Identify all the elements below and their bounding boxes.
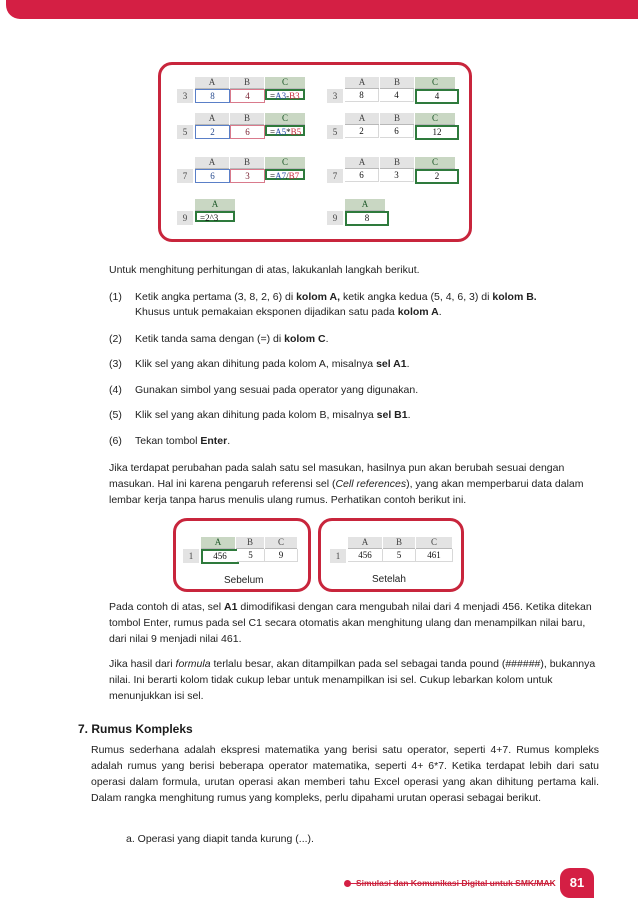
row-number: 7 bbox=[177, 169, 193, 183]
col-header-b: B bbox=[380, 157, 414, 169]
col-header-b: B bbox=[383, 537, 415, 549]
col-header-b: B bbox=[230, 77, 264, 89]
cell-c-result: 4 bbox=[415, 89, 459, 104]
step-number: (3) bbox=[109, 358, 122, 370]
cell-b: 4 bbox=[380, 89, 414, 102]
cell-a: 2 bbox=[195, 125, 230, 139]
cell-a: 6 bbox=[195, 169, 230, 183]
step-number: (1) bbox=[109, 291, 122, 303]
before-caption: Sebelum bbox=[224, 575, 264, 586]
col-header-c: C bbox=[265, 537, 297, 549]
cell-c-result: 12 bbox=[415, 125, 459, 140]
excel-grid-ex2-formula bbox=[177, 113, 307, 143]
col-header-a: A bbox=[345, 77, 379, 89]
col-header-c: C bbox=[416, 537, 452, 549]
col-header-c: C bbox=[265, 113, 305, 125]
col-header-a: A bbox=[345, 199, 385, 211]
cell-c1: 9 bbox=[265, 549, 298, 562]
col-header-c: C bbox=[415, 157, 455, 169]
col-header-a: A bbox=[345, 157, 379, 169]
after-caption: Setelah bbox=[372, 574, 406, 585]
step-text: Klik sel yang akan dihitung pada kolom B, misalnya sel B1. bbox=[135, 409, 411, 421]
col-header-b: B bbox=[230, 113, 264, 125]
excel-grid-ex4-formula bbox=[177, 199, 237, 229]
step-text: Ketik angka pertama (3, 8, 2, 6) di kolom A, ketik angka kedua (5, 4, 6, 3) di kolom B. Khusus untuk pemakaian eksponen dijadikan satu pada kolom A. bbox=[135, 291, 537, 318]
cell-a1: 456 bbox=[348, 549, 383, 562]
row-number: 1 bbox=[183, 549, 199, 563]
excel-grid-ex1-result bbox=[327, 77, 457, 107]
cell-b: 4 bbox=[230, 89, 265, 103]
col-header-b: B bbox=[380, 113, 414, 125]
step-text: Gunakan simbol yang sesuai pada operator yang digunakan. bbox=[135, 384, 419, 396]
step-number: (2) bbox=[109, 333, 122, 345]
row-number: 7 bbox=[327, 169, 343, 183]
col-header-c: C bbox=[265, 157, 305, 169]
excel-grid-ex3-formula bbox=[177, 157, 307, 187]
cell-b1: 5 bbox=[237, 549, 265, 562]
col-header-a: A bbox=[195, 113, 229, 125]
step-number: (6) bbox=[109, 435, 122, 447]
row-number: 9 bbox=[177, 211, 193, 225]
step-number: (4) bbox=[109, 384, 122, 396]
step-text: Klik sel yang akan dihitung pada kolom A, misalnya sel A1. bbox=[135, 358, 410, 370]
row-number: 9 bbox=[327, 211, 343, 225]
col-header-b: B bbox=[236, 537, 264, 549]
excel-grid-ex4-result bbox=[327, 199, 387, 229]
cell-b: 3 bbox=[380, 169, 414, 182]
step-text: Tekan tombol Enter. bbox=[135, 435, 231, 447]
cell-a: 8 bbox=[195, 89, 230, 103]
col-header-a: A bbox=[195, 199, 235, 211]
cell-a-result: 8 bbox=[345, 211, 389, 226]
steps-intro: Untuk menghitung perhitungan di atas, lakukanlah langkah berikut. bbox=[109, 264, 420, 276]
cell-b: 6 bbox=[380, 125, 414, 138]
col-header-a: A bbox=[201, 537, 235, 549]
top-red-bar bbox=[6, 0, 638, 19]
col-header-b: B bbox=[380, 77, 414, 89]
row-number: 5 bbox=[177, 125, 193, 139]
step-number: (5) bbox=[109, 409, 122, 421]
col-header-c: C bbox=[415, 113, 455, 125]
cell-c-formula: =A3-B3 bbox=[265, 89, 305, 100]
excel-grid-after bbox=[330, 537, 454, 567]
cell-a-formula: =2^3 bbox=[195, 211, 235, 222]
cell-c-formula: =A7/B7 bbox=[265, 169, 305, 180]
cell-a: 2 bbox=[345, 125, 379, 138]
cell-a: 8 bbox=[345, 89, 379, 102]
col-header-a: A bbox=[195, 77, 229, 89]
cell-a: 6 bbox=[345, 169, 379, 182]
row-number: 5 bbox=[327, 125, 343, 139]
excel-grid-ex2-result bbox=[327, 113, 457, 143]
page-number: 81 bbox=[560, 868, 594, 898]
excel-grid-ex3-result bbox=[327, 157, 457, 187]
excel-grid-ex1-formula bbox=[177, 77, 307, 107]
col-header-c: C bbox=[265, 77, 305, 89]
row-number: 3 bbox=[327, 89, 343, 103]
section-7-item-a: a. Operasi yang diapit tanda kurung (...). bbox=[126, 833, 314, 845]
pound-sign-paragraph: Jika hasil dari formula terlalu besar, akan ditampilkan pada sel sebagai tanda pound (######), bukannya nilai. Ini berarti kolom tidak cukup lebar untuk menampilkan isi sel. Cukup lebarkan kolom untuk menunjukkan isi sel. bbox=[109, 658, 596, 702]
cell-b: 3 bbox=[230, 169, 265, 183]
cell-c1: 461 bbox=[416, 549, 453, 562]
col-header-b: B bbox=[230, 157, 264, 169]
section-7-body: Rumus sederhana adalah ekspresi matematika yang berisi satu operator, seperti 4+7. Rumus kompleks adalah rumus yang berisi beberapa operator matematika, seperti 4+ 6*7. Ketika terdapat lebih dari satu operasi dalam formula, urutan operasi akan memberi tahu Excel operasi yang akan dihitung pertama kali. Dalam rangka menghitung rumus yang kompleks, perlu dipahami urutan operasi sebagai berikut. bbox=[91, 744, 599, 804]
footer-book-title: Simulasi dan Komunikasi Digital untuk SMK/MAK bbox=[356, 878, 556, 888]
col-header-a: A bbox=[348, 537, 382, 549]
step-text: Ketik tanda sama dengan (=) di kolom C. bbox=[135, 333, 329, 345]
cell-b: 6 bbox=[230, 125, 265, 139]
footer-dot bbox=[344, 880, 351, 887]
section-7-heading: 7. Rumus Kompleks bbox=[78, 722, 193, 736]
row-number: 3 bbox=[177, 89, 193, 103]
cell-b1: 5 bbox=[383, 549, 416, 562]
row-number: 1 bbox=[330, 549, 346, 563]
col-header-a: A bbox=[195, 157, 229, 169]
cell-reference-paragraph: Jika terdapat perubahan pada salah satu sel masukan, hasilnya pun akan berubah sesuai dengan masukan. Hal ini karena pengaruh referensi sel (Cell references), yang akan memperbarui data dalam lembar kerja tanpa harus menulis ulang rumus. Perhatikan contoh berikut ini. bbox=[109, 462, 584, 506]
excel-grid-before bbox=[183, 537, 299, 567]
col-header-a: A bbox=[345, 113, 379, 125]
cell-c-result: 2 bbox=[415, 169, 459, 184]
cell-a1: 456 bbox=[201, 549, 239, 564]
example-explanation-paragraph: Pada contoh di atas, sel A1 dimodifikasi dengan cara mengubah nilai dari 4 menjadi 456. Ketika ditekan tombol Enter, rumus pada sel C1 secara otomatis akan menghitung ulang dan menampilkan nilai baru, dari nilai 9 menjadi nilai 461. bbox=[109, 601, 592, 645]
cell-c-formula: =A5*B5 bbox=[265, 125, 305, 136]
col-header-c: C bbox=[415, 77, 455, 89]
